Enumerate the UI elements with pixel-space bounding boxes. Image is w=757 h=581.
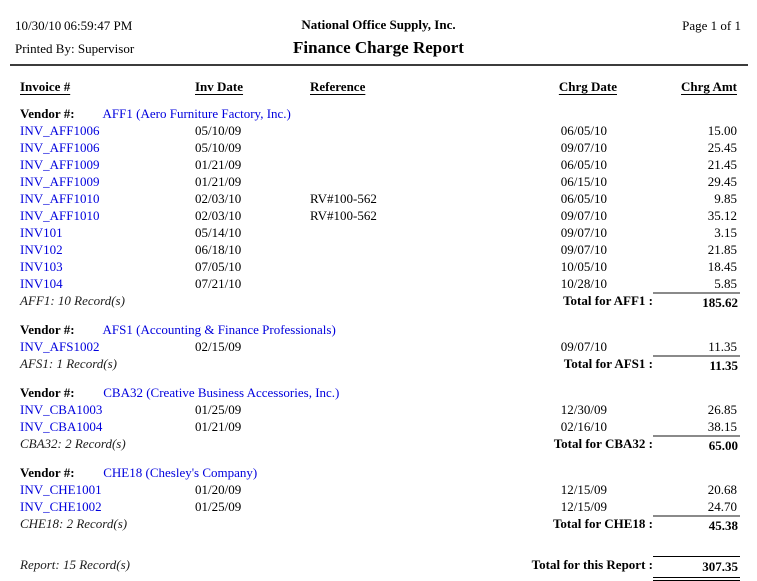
report-total-label: Total for this Report : xyxy=(531,557,653,572)
reference: RV#100-562 xyxy=(310,191,377,206)
invoice-cell xyxy=(20,139,195,156)
reference xyxy=(310,418,490,435)
reference: RV#100-562 xyxy=(310,208,377,223)
charge-amount: 24.70 xyxy=(707,499,737,514)
invoice-row xyxy=(20,338,737,355)
vendor-header-row xyxy=(20,464,737,481)
group-summary-row xyxy=(20,355,740,374)
invoice-link[interactable]: INV_CHE1001 xyxy=(20,482,102,497)
charge-date: 09/07/10 xyxy=(560,339,607,354)
report-header xyxy=(0,0,757,60)
column-header-invoice: Invoice # xyxy=(20,79,71,94)
invoice-row xyxy=(20,498,737,515)
invoice-row xyxy=(20,224,737,241)
print-time: 06:59:47 PM xyxy=(64,18,133,33)
charge-amount: 21.85 xyxy=(707,242,737,257)
charge-date: 06/15/10 xyxy=(560,174,607,189)
charge-amount: 3.15 xyxy=(714,225,737,240)
group-rows xyxy=(0,481,757,515)
invoice-date: 01/25/09 xyxy=(195,499,242,514)
invoice-date: 05/10/09 xyxy=(195,140,242,155)
charge-amount: 18.45 xyxy=(707,259,737,274)
invoice-cell xyxy=(20,190,195,207)
print-date: 10/30/10 xyxy=(15,18,62,33)
invoice-row xyxy=(20,418,737,435)
invoice-link[interactable]: INV_CHE1002 xyxy=(20,499,102,514)
invoice-link[interactable]: INV103 xyxy=(20,259,63,274)
invoice-cell xyxy=(20,275,195,292)
charge-date: 09/07/10 xyxy=(560,225,607,240)
invoice-row xyxy=(20,401,737,418)
group-total-label: Total for AFS1 : xyxy=(563,356,653,371)
column-header-chrg-date: Chrg Date xyxy=(558,79,617,94)
charge-amount: 21.45 xyxy=(707,157,737,172)
reference xyxy=(310,258,490,275)
vendor-group xyxy=(0,464,757,534)
group-total-amount: 65.00 xyxy=(653,435,740,454)
reference xyxy=(310,241,490,258)
charge-amount: 5.85 xyxy=(714,276,737,291)
invoice-link[interactable]: INV_AFS1002 xyxy=(20,339,100,354)
invoice-row xyxy=(20,156,737,173)
charge-amount: 26.85 xyxy=(707,402,737,417)
invoice-date: 01/21/09 xyxy=(195,174,242,189)
charge-date: 09/07/10 xyxy=(560,242,607,257)
group-summary-row xyxy=(20,435,740,454)
charge-amount: 35.12 xyxy=(707,208,737,223)
invoice-cell xyxy=(20,156,195,173)
group-summary-row xyxy=(20,292,740,311)
invoice-row xyxy=(20,207,737,224)
charge-amount: 11.35 xyxy=(708,339,737,354)
charge-date: 12/15/09 xyxy=(560,499,607,514)
vendor-header-row xyxy=(20,105,737,122)
charge-amount: 25.45 xyxy=(707,140,737,155)
charge-amount: 38.15 xyxy=(707,419,737,434)
invoice-link[interactable]: INV102 xyxy=(20,242,63,257)
invoice-link[interactable]: INV104 xyxy=(20,276,63,291)
invoice-cell xyxy=(20,173,195,190)
invoice-link[interactable]: INV_AFF1009 xyxy=(20,174,100,189)
report-groups xyxy=(0,105,757,534)
invoice-cell xyxy=(20,481,195,498)
vendor-number-label: Vendor #: xyxy=(20,322,75,337)
group-total-label: Total for AFF1 : xyxy=(563,293,653,308)
charge-date: 12/30/09 xyxy=(560,402,607,417)
group-rows xyxy=(0,401,757,435)
group-total-amount: 11.35 xyxy=(653,355,740,374)
group-total-label: Total for CHE18 : xyxy=(552,516,653,531)
charge-amount: 29.45 xyxy=(707,174,737,189)
reference xyxy=(310,156,490,173)
vendor-name-link[interactable]: CBA32 (Creative Business Accessories, Inc.) xyxy=(103,385,340,400)
group-summary-row xyxy=(20,515,740,534)
vendor-name-link[interactable]: AFS1 (Accounting & Finance Professionals) xyxy=(102,322,336,337)
vendor-group xyxy=(0,384,757,454)
charge-date: 02/16/10 xyxy=(560,419,607,434)
column-header-inv-date: Inv Date xyxy=(195,79,244,94)
vendor-number-label: Vendor #: xyxy=(20,385,75,400)
invoice-link[interactable]: INV_AFF1006 xyxy=(20,123,100,138)
charge-date: 09/07/10 xyxy=(560,208,607,223)
reference xyxy=(310,139,490,156)
header-line-1 xyxy=(0,16,757,36)
vendor-number-label: Vendor #: xyxy=(20,465,75,480)
invoice-row xyxy=(20,122,737,139)
invoice-date: 01/21/09 xyxy=(195,157,242,172)
group-record-count: AFS1: 1 Record(s) xyxy=(20,356,117,371)
invoice-date: 02/03/10 xyxy=(195,208,242,223)
invoice-cell xyxy=(20,498,195,515)
invoice-row xyxy=(20,275,737,292)
invoice-link[interactable]: INV_AFF1009 xyxy=(20,157,100,172)
invoice-cell xyxy=(20,122,195,139)
vendor-header-row xyxy=(20,321,737,338)
invoice-row xyxy=(20,173,737,190)
column-header-reference: Reference xyxy=(310,79,366,94)
charge-date: 06/05/10 xyxy=(560,123,607,138)
invoice-link[interactable]: INV_AFF1010 xyxy=(20,191,100,206)
group-rows xyxy=(0,122,757,292)
company-name: National Office Supply, Inc. xyxy=(301,17,456,32)
page-indicator: Page 1 of 1 xyxy=(682,18,741,33)
invoice-date: 02/15/09 xyxy=(195,339,242,354)
charge-amount: 15.00 xyxy=(707,123,737,138)
invoice-cell xyxy=(20,241,195,258)
reference xyxy=(310,401,490,418)
report-title: Finance Charge Report xyxy=(293,38,464,57)
group-rows xyxy=(0,338,757,355)
invoice-date: 02/03/10 xyxy=(195,191,242,206)
group-total-label: Total for CBA32 : xyxy=(553,436,653,451)
reference xyxy=(310,338,490,355)
invoice-date: 01/20/09 xyxy=(195,482,242,497)
invoice-date: 01/21/09 xyxy=(195,419,242,434)
invoice-date: 05/14/10 xyxy=(195,225,242,240)
invoice-date: 01/25/09 xyxy=(195,402,242,417)
charge-date: 10/28/10 xyxy=(560,276,607,291)
invoice-date: 06/18/10 xyxy=(195,242,242,257)
reference xyxy=(310,498,490,515)
vendor-group xyxy=(0,321,757,374)
charge-date: 12/15/09 xyxy=(560,482,607,497)
invoice-cell xyxy=(20,401,195,418)
charge-date: 06/05/10 xyxy=(560,157,607,172)
report-total-row xyxy=(20,556,740,581)
header-divider xyxy=(10,64,748,66)
invoice-date: 05/10/09 xyxy=(195,123,242,138)
reference xyxy=(310,481,490,498)
vendor-header-row xyxy=(20,384,737,401)
invoice-link[interactable]: INV_AFF1006 xyxy=(20,140,100,155)
invoice-row xyxy=(20,139,737,156)
charge-date: 10/05/10 xyxy=(560,259,607,274)
vendor-name-link[interactable]: AFF1 (Aero Furniture Factory, Inc.) xyxy=(102,106,291,121)
header-line-2 xyxy=(0,36,757,60)
invoice-link[interactable]: INV_CBA1003 xyxy=(20,402,103,417)
invoice-row xyxy=(20,241,737,258)
charge-amount: 20.68 xyxy=(707,482,737,497)
invoice-link[interactable]: INV101 xyxy=(20,225,63,240)
charge-date: 06/05/10 xyxy=(560,191,607,206)
invoice-link[interactable]: INV_CBA1004 xyxy=(20,419,103,434)
invoice-link[interactable]: INV_AFF1010 xyxy=(20,208,100,223)
invoice-cell xyxy=(20,418,195,435)
reference xyxy=(310,275,490,292)
group-record-count: AFF1: 10 Record(s) xyxy=(20,293,125,308)
invoice-cell xyxy=(20,224,195,241)
invoice-row xyxy=(20,190,737,207)
group-record-count: CHE18: 2 Record(s) xyxy=(20,516,128,531)
group-record-count: CBA32: 2 Record(s) xyxy=(20,436,126,451)
invoice-date: 07/21/10 xyxy=(195,276,242,291)
invoice-date: 07/05/10 xyxy=(195,259,242,274)
report-total-amount: 307.35 xyxy=(653,556,740,581)
column-header-row xyxy=(20,78,737,95)
invoice-row xyxy=(20,481,737,498)
invoice-cell xyxy=(20,207,195,224)
report-record-count: Report: 15 Record(s) xyxy=(20,557,130,572)
vendor-name-link[interactable]: CHE18 (Chesley's Company) xyxy=(103,465,258,480)
printed-by: Printed By: Supervisor xyxy=(15,41,135,56)
reference xyxy=(310,224,490,241)
invoice-row xyxy=(20,258,737,275)
group-total-amount: 45.38 xyxy=(653,515,740,534)
invoice-cell xyxy=(20,338,195,355)
vendor-group xyxy=(0,105,757,311)
vendor-number-label: Vendor #: xyxy=(20,106,75,121)
reference xyxy=(310,122,490,139)
invoice-cell xyxy=(20,258,195,275)
group-total-amount: 185.62 xyxy=(653,292,740,311)
charge-date: 09/07/10 xyxy=(560,140,607,155)
reference xyxy=(310,173,490,190)
charge-amount: 9.85 xyxy=(714,191,737,206)
column-header-chrg-amt: Chrg Amt xyxy=(681,79,737,94)
